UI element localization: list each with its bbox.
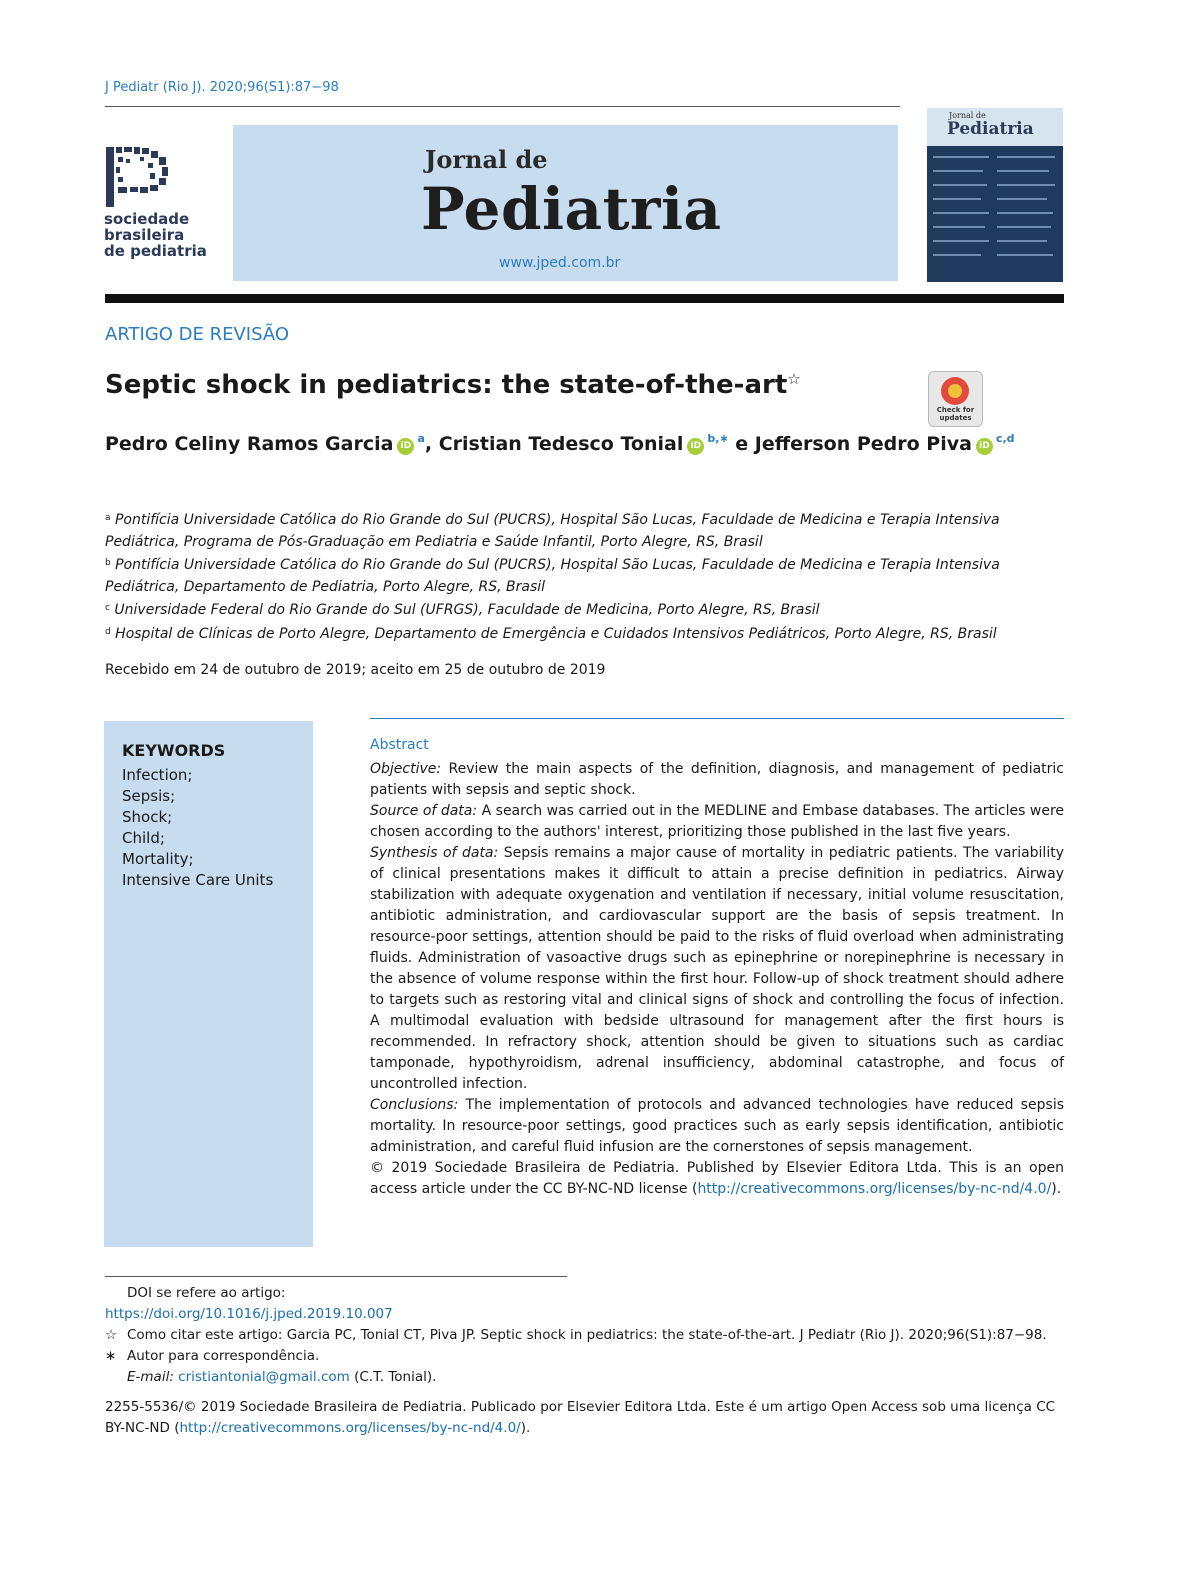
- orcid-icon[interactable]: iD: [397, 438, 414, 455]
- copyright-license-link[interactable]: http://creativecommons.org/licenses/by-nc-nd/4.0/: [179, 1420, 521, 1436]
- author-name: Cristian Tedesco Tonial: [438, 433, 684, 455]
- affiliation-item: $^b$ Pontifícia Universidade Católica do Rio Grande do Sul (PUCRS), Hospital São Lucas, Faculdade de Medicina e Terapia Intensiva Pediátrica, Departamento de Pediatria, Porto Alegre, RS, Brasil: [105, 557, 1000, 595]
- doi-link[interactable]: https://doi.org/10.1016/j.jped.2019.10.007: [105, 1306, 393, 1322]
- author-name: Pedro Celiny Ramos Garcia: [105, 433, 394, 455]
- society-logo-icon: [104, 145, 184, 209]
- keywords-title: KEYWORDS: [122, 741, 226, 760]
- copyright-notice: 2255-5536/© 2019 Sociedade Brasileira de Pediatria. Publicado por Elsevier Editora Ltda. Este é um artigo Open Access sob uma licença CC BY-NC-ND (http://creativecommons.org/licenses/by-nc-nd/4.0/).: [105, 1399, 1056, 1436]
- article-title: Septic shock in pediatrics: the state-of-the-art☆: [105, 370, 801, 400]
- affiliation-item: $^a$ Pontifícia Universidade Católica do Rio Grande do Sul (PUCRS), Hospital São Lucas, Faculdade de Medicina e Terapia Intensiva Pediátrica, Programa de Pós-Graduação em Pediatria e Saúde Infantil, Porto Alegre, RS, Brasil: [105, 512, 1000, 550]
- keyword-item: Child;: [122, 829, 165, 847]
- abstract-synthesis: Synthesis of data: Sepsis remains a major cause of mortality in pediatric patients. The variability of clinical presentations makes it difficult to attain a precise definition in pediatrics. Airway stabilization with adequate oxygenation and ventilation if necessary, initial volume resuscitation, antibiotic administration, and cardiovascular support are the basis of sepsis treatment. In resource-poor settings, attention should be paid to the risks of fluid overload when administrating fluids. Administration of vasoactive drugs such as epinephrine or norepinephrine is necessary in the absence of volume response within the first hour. Follow-up of shock treatment should adhere to targets such as restoring vital and clinical signs of shock and controlling the focus of infection. A multimodal evaluation with bedside ultrasound for management after the first hours is recommended. In refractory shock, attention should be given to situations such as cardiac tamponade, hypothyroidism, adrenal insufficiency, abdominal catastrophe, and focus of uncontrolled infection.: [370, 845, 1064, 1092]
- crossmark-icon: [941, 377, 969, 405]
- journal-url-link[interactable]: www.jped.com.br: [499, 255, 621, 271]
- license-link[interactable]: http://creativecommons.org/licenses/by-nc-nd/4.0/: [697, 1181, 1052, 1197]
- author-list: Pedro Celiny Ramos Garcia $iD^a$, Cristian Tedesco Tonial $iD^{b,∗}$ e Jefferson Pedro Piva iD$^{c,d}$: [105, 432, 1015, 455]
- article-section-label: ARTIGO DE REVISÃO: [105, 324, 290, 345]
- banner-pediatria: Pediatria: [421, 175, 722, 243]
- keyword-item: Mortality;: [122, 850, 194, 868]
- abstract-objective: Objective: Review the main aspects of the definition, diagnosis, and management of pediatric patients with sepsis and septic shock.: [370, 761, 1064, 798]
- keyword-item: Intensive Care Units: [122, 871, 274, 889]
- affiliation-item: $^c$ Universidade Federal do Rio Grande do Sul (UFRGS), Faculdade de Medicina, Porto Alegre, RS, Brasil: [105, 602, 820, 618]
- keywords-panel: [104, 721, 313, 1247]
- society-logo-text: sociedade brasileira de pediatria: [104, 210, 207, 260]
- keywords-list: [122, 765, 273, 891]
- header-divider: [105, 106, 900, 107]
- author-name: Jefferson Pedro Piva: [754, 433, 972, 455]
- abstract-license: © 2019 Sociedade Brasileira de Pediatria. Published by Elsevier Editora Ltda. This is an open access article under the CC BY-NC-ND license (http://creativecommons.org/licenses/by-nc-nd/4.0/).: [370, 1160, 1064, 1197]
- author-affiliation-mark[interactable]: b,∗: [707, 432, 729, 445]
- crossmark-button[interactable]: [928, 371, 983, 427]
- title-footnote-mark[interactable]: ☆: [787, 370, 801, 388]
- correspondence-footnote: ∗ Autor para correspondência.: [105, 1348, 320, 1364]
- banner-jornal: Jornal de: [425, 145, 548, 174]
- orcid-icon[interactable]: iD: [687, 438, 704, 455]
- email-link[interactable]: cristiantonial@gmail.com: [178, 1369, 350, 1385]
- keyword-item: Sepsis;: [122, 787, 176, 805]
- keyword-item: Shock;: [122, 808, 173, 826]
- journal-citation: J Pediatr (Rio J). 2020;96(S1):87−98: [105, 80, 339, 95]
- affiliations: [105, 508, 1065, 645]
- keyword-item: Infection;: [122, 766, 193, 784]
- header-thick-rule: [105, 294, 1064, 303]
- affiliation-item: $^d$ Hospital de Clínicas de Porto Alegre, Departamento de Emergência e Cuidados Intensivos Pediátricos, Porto Alegre, RS, Brasil: [105, 625, 997, 642]
- doi-label: DOI se refere ao artigo:: [127, 1285, 286, 1301]
- citation-footnote: ☆ Como citar este artigo: Garcia PC, Tonial CT, Piva JP. Septic shock in pediatrics: the state-of-the-art. J Pediatr (Rio J). 2020;96(S1):87−98.: [105, 1327, 1047, 1343]
- footnotes: [105, 1283, 1065, 1388]
- received-dates: Recebido em 24 de outubro de 2019; aceito em 25 de outubro de 2019: [105, 662, 606, 678]
- abstract-conclusions: Conclusions: The implementation of protocols and advanced technologies have reduced sepsis mortality. In resource-poor settings, good practices such as early sepsis identification, antibiotic administration, and careful fluid infusion are the cornerstones of sepsis management.: [370, 1097, 1065, 1155]
- footnote-divider: [105, 1276, 567, 1277]
- email-footnote: E-mail: cristiantonial@gmail.com (C.T. Tonial).: [127, 1369, 437, 1385]
- journal-cover-thumbnail: [927, 108, 1063, 282]
- abstract-title: Abstract: [370, 737, 429, 753]
- abstract-source: Source of data: A search was carried out in the MEDLINE and Embase databases. The articles were chosen according to the authors' interest, prioritizing those published in the last five years.: [370, 803, 1064, 840]
- cover-header: Jornal de Pediatria: [927, 108, 1063, 146]
- abstract-divider: [370, 718, 1064, 719]
- journal-banner: [233, 125, 898, 281]
- crossmark-label: Check for updates: [936, 406, 975, 422]
- abstract-body: [370, 759, 1064, 1200]
- orcid-icon[interactable]: iD: [976, 438, 993, 455]
- author-affiliation-mark[interactable]: a: [417, 432, 425, 445]
- author-affiliation-mark[interactable]: c,d: [995, 432, 1015, 445]
- society-logo: [104, 145, 216, 263]
